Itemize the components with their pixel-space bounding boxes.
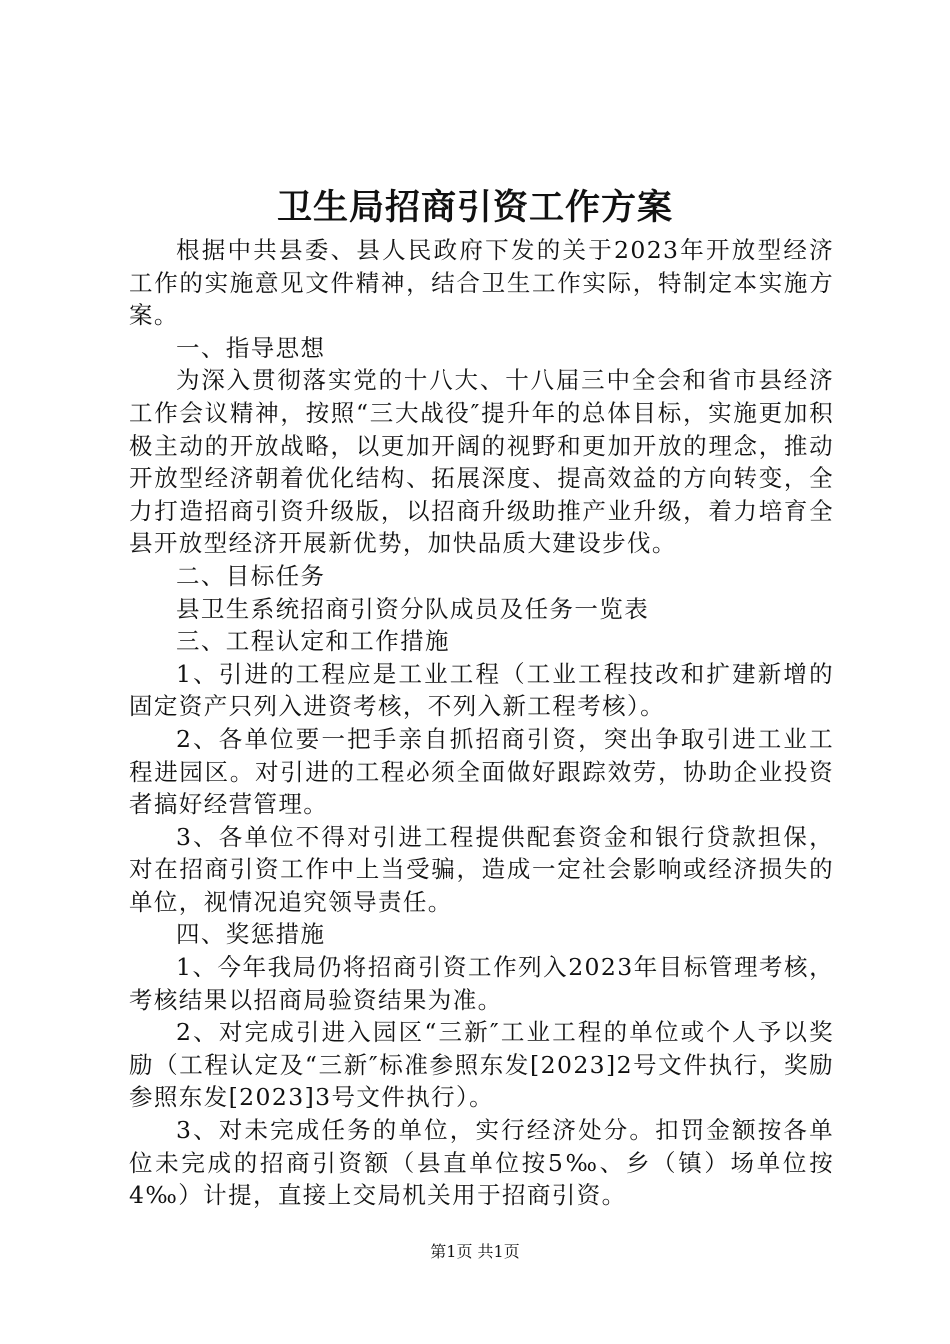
section-heading-rewards: 四、奖惩措施 bbox=[176, 920, 326, 949]
paragraph-reward-3: 3、对未完成任务的单位，实行经济处分。扣罚金额按各单位未完成的招商引资额（县直单位按5‰、乡（镇）场单位按4‰）计提，直接上交局机关用于招商引资。 bbox=[129, 1116, 834, 1210]
document-title: 卫生局招商引资工作方案 bbox=[276, 187, 673, 228]
section-heading-goals: 二、目标任务 bbox=[176, 561, 326, 590]
paragraph-goals-table-title: 县卫生系统招商引资分队成员及任务一览表 bbox=[176, 594, 650, 623]
paragraph-measure-1: 1、引进的工程应是工业工程（工业工程技改和扩建新增的固定资产只列入进资考核，不列入新工程考核）。 bbox=[129, 659, 834, 721]
paragraph-reward-2: 2、对完成引进入园区“三新″工业工程的单位或个人予以奖励（工程认定及“三新″标准参照东发[2023]2号文件执行，奖励参照东发[2023]3号文件执行）。 bbox=[129, 1018, 834, 1112]
section-heading-measures: 三、工程认定和工作措施 bbox=[176, 627, 450, 656]
section-heading-guiding-thought: 一、指导思想 bbox=[176, 333, 326, 362]
paragraph-measure-2: 2、各单位要一把手亲自抓招商引资，突出争取引进工业工程进园区。对引进的工程必须全面做好跟踪效劳，协助企业投资者搞好经营管理。 bbox=[129, 724, 834, 819]
intro-paragraph: 根据中共县委、县人民政府下发的关于2023年开放型经济工作的实施意见文件精神，结合卫生工作实际，特制定本实施方案。 bbox=[129, 236, 834, 330]
paragraph-reward-1: 1、今年我局仍将招商引资工作列入2023年目标管理考核，考核结果以招商局验资结果为准。 bbox=[129, 953, 834, 1014]
document-body bbox=[129, 234, 834, 1212]
page-number: 第1页 共1页 bbox=[430, 1242, 520, 1261]
paragraph-measure-3: 3、各单位不得对引进工程提供配套资金和银行贷款担保，对在招商引资工作中上当受骗，造成一定社会影响或经济损失的单位，视情况追究领导责任。 bbox=[129, 822, 834, 916]
paragraph-guiding-thought: 为深入贯彻落实党的十八大、十八届三中全会和省市县经济工作会议精神，按照“三大战役″提升年的总体目标，实施更加积极主动的开放战略，以更加开阔的视野和更加开放的理念，推动开放型经济朝着优化结构、拓展深度、提高效益的方向转变，全力打造招商引资升级版，以招商升级助推产业升级，着力培育全县开放型经济开展新优势，加快品质大建设步伐。 bbox=[129, 366, 834, 558]
